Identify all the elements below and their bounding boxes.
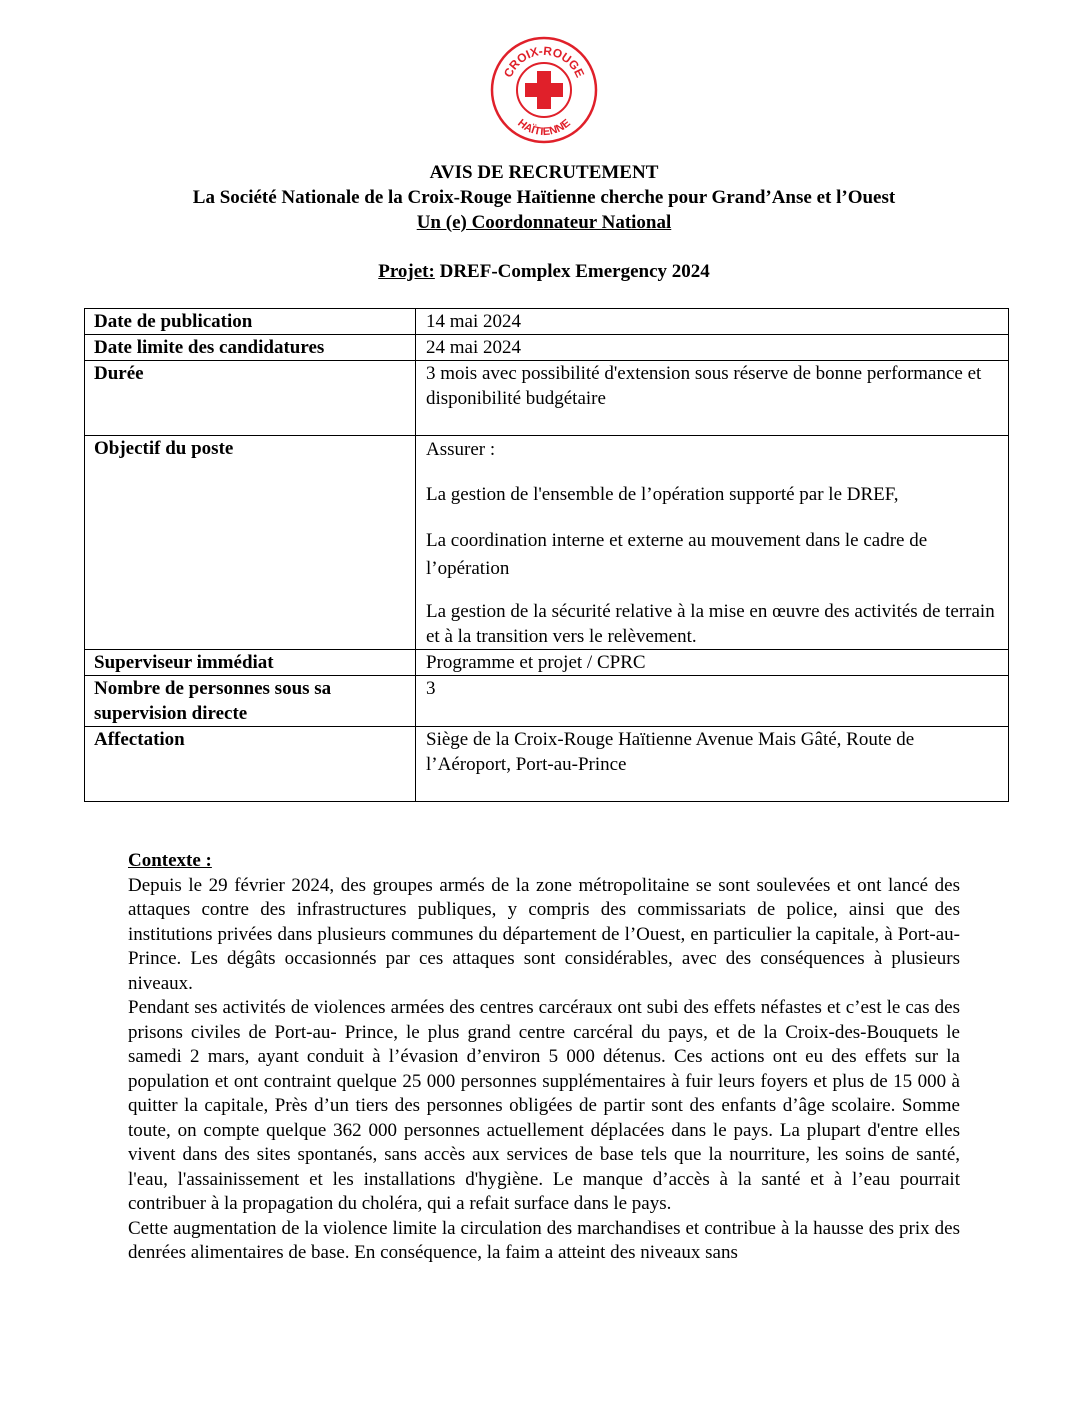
- table-row: [85, 676, 1009, 727]
- row-label: Affectation: [85, 727, 416, 802]
- project-label: Projet:: [378, 261, 435, 282]
- objective-intro: Assurer :: [426, 439, 496, 460]
- row-value: Siège de la Croix-Rouge Haïtienne Avenue Mais Gâté, Route de l’Aéroport, Port-au-Prince: [416, 727, 1009, 802]
- row-label: Superviseur immédiat: [85, 650, 416, 676]
- table-row: [85, 309, 1009, 335]
- table-row: [85, 727, 1009, 802]
- table-row: [85, 361, 1009, 436]
- job-info-table: [84, 308, 1009, 802]
- context-paragraph: Depuis le 29 février 2024, des groupes armés de la zone métropolitaine se sont soulevées et ont lancé des attaques contre des infrastructures publiques, y compris des commissariats de police, ainsi que des institutions privées dans plusieurs communes du département de l’Ouest, en particulier la capitale, à Port-au-Prince. Les dégâts occasionnés par ces attaques sont considérables, avec des conséquences à plusieurs niveaux.: [128, 874, 960, 994]
- position-title: Un (e) Coordonnateur National: [416, 212, 672, 233]
- row-label: Date limite des candidatures: [85, 335, 416, 361]
- svg-text:CROIX-ROUGE: CROIX-ROUGE: [500, 43, 588, 80]
- project-line: [0, 259, 1088, 285]
- objective-item: La gestion de la sécurité relative à la mise en œuvre des activités de terrain et à la transition vers le relèvement.: [426, 601, 995, 647]
- notice-subtitle: La Société Nationale de la Croix-Rouge Haïtienne cherche pour Grand’Anse et l’Ouest: [192, 187, 896, 208]
- row-value: 14 mai 2024: [416, 309, 1009, 335]
- table-row: [85, 335, 1009, 361]
- row-label: Date de publication: [85, 309, 416, 335]
- table-row: [85, 436, 1009, 650]
- objective-item: La gestion de l'ensemble de l’opération supporté par le DREF,: [426, 484, 899, 505]
- context-section: [128, 849, 960, 1266]
- context-paragraph: Cette augmentation de la violence limite la circulation des marchandises et contribue à la hausse des prix des denrées alimentaires de base. En conséquence, la faim a atteint des niveaux sans: [128, 1217, 960, 1263]
- context-paragraph: Pendant ses activités de violences armées des centres carcéraux ont subi des effets néfastes et c’est le cas des prisons civiles de Port-au- Prince, le plus grand centre carcéral du pays, et de la Croix-des-Bouquets le samedi 2 mars, ayant conduit à l’évasion d’environ 5 000 détenus. Ces actions ont eu des effets sur la population et ont contraint quelque 25 000 personnes supplémentaires à fuir leurs foyers et plus de 15 000 à quitter la capitale, Près d’un tiers des personnes obligées de partir sont des enfants d’âge scolaire. Somme toute, on compte quelque 362 000 personnes actuellement déplacées dans le pays. La plupart d'entre elles vivent dans des sites spontanés, sans accès aux services de base tels que la nourriture, les soins de santé, l'eau, l'assainissement et les installations d'hygiène. Le manque d’accès à la santé et à l’eau pourrait contribuer à la propagation du choléra, qui a refait surface dans le pays.: [128, 997, 960, 1214]
- table-row: [85, 650, 1009, 676]
- objective-item: La coordination interne et externe au mouvement dans le cadre de l’opération: [426, 530, 928, 579]
- context-title: Contexte :: [128, 850, 212, 871]
- row-label: Durée: [85, 361, 416, 436]
- row-value: 24 mai 2024: [416, 335, 1009, 361]
- svg-text:HAÏTIENNE: HAÏTIENNE: [515, 117, 573, 139]
- row-value: 3 mois avec possibilité d'extension sous réserve de bonne performance et disponibilité budgétaire: [416, 361, 1009, 436]
- croix-rouge-logo: [489, 35, 599, 145]
- row-label: Nombre de personnes sous sa supervision directe: [85, 676, 416, 727]
- row-value: [416, 436, 1009, 650]
- project-value: DREF-Complex Emergency 2024: [434, 261, 710, 282]
- notice-title: AVIS DE RECRUTEMENT: [429, 162, 659, 183]
- row-label: Objectif du poste: [85, 436, 416, 650]
- row-value: Programme et projet / CPRC: [416, 650, 1009, 676]
- row-value: 3: [416, 676, 1009, 727]
